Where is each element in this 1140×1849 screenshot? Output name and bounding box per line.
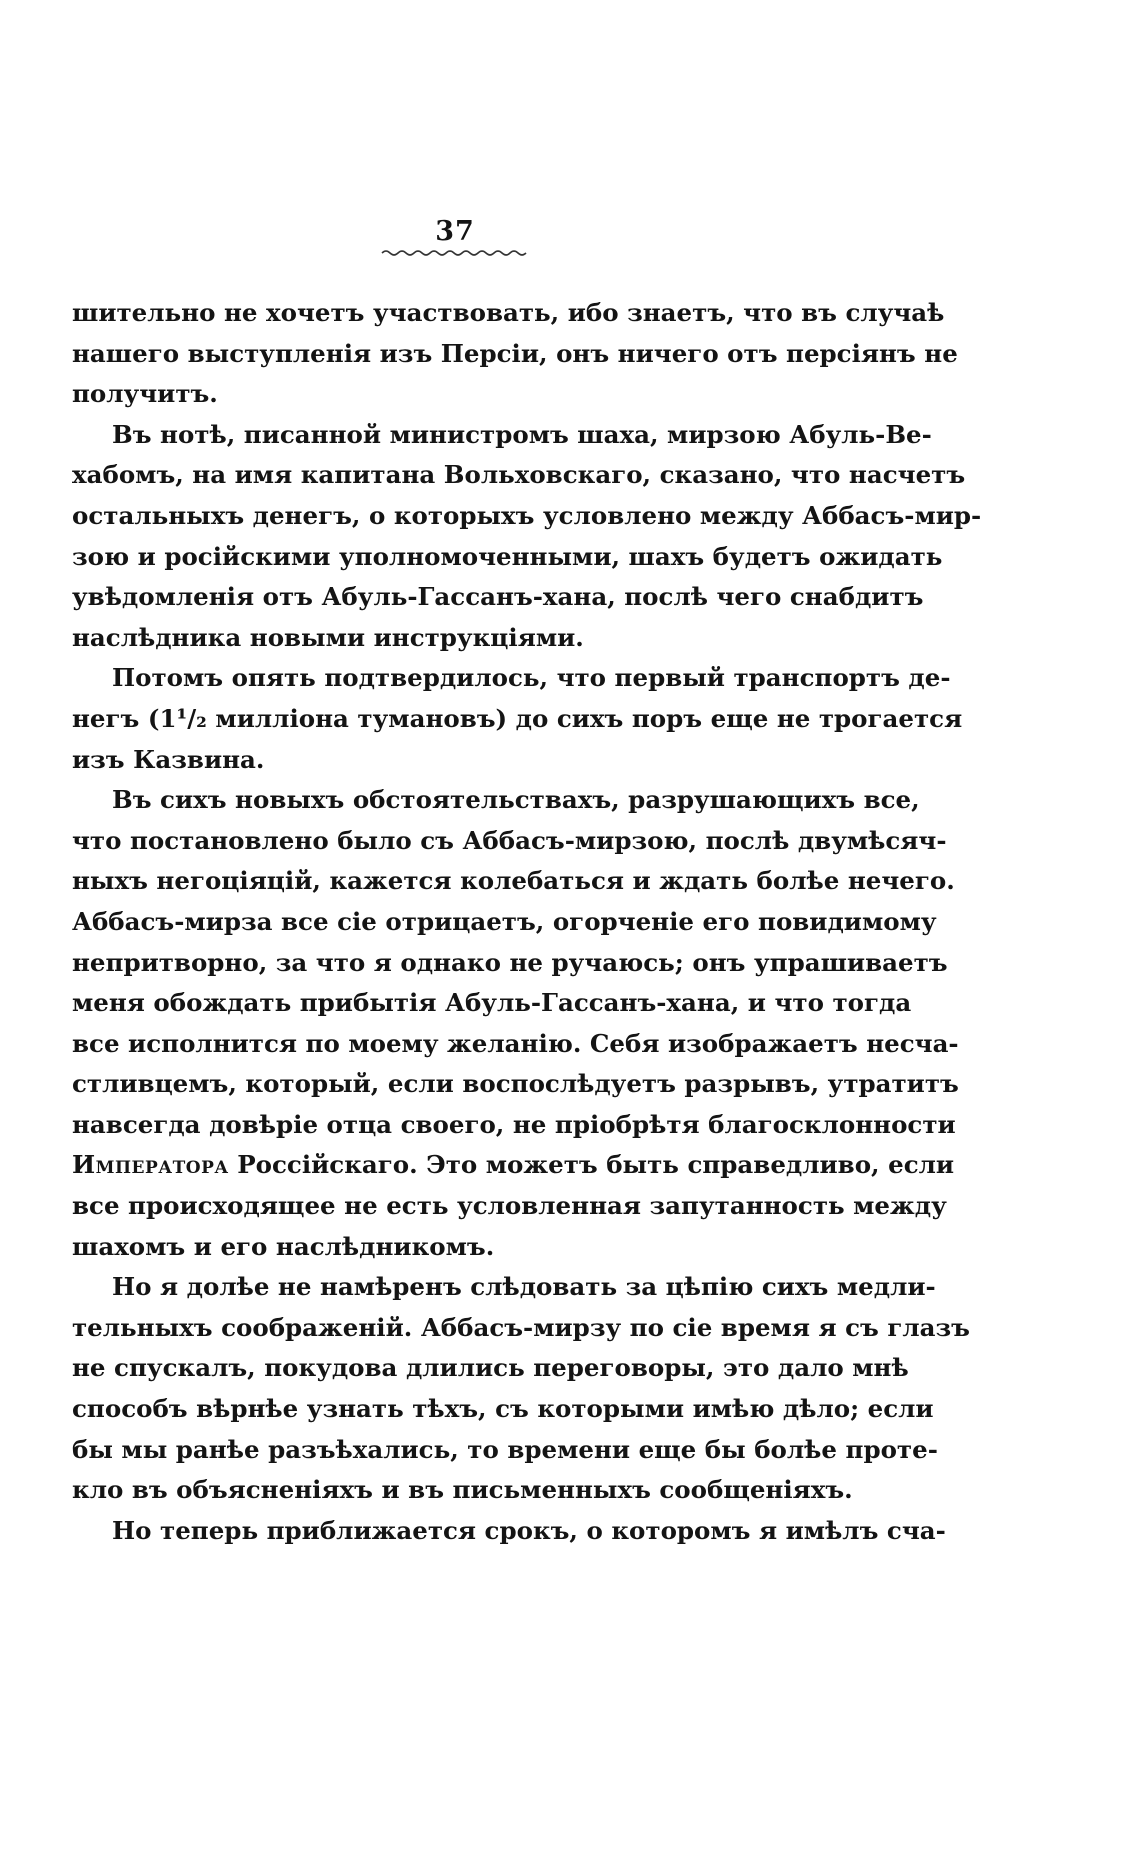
text-line: шахомъ и его наслѣдникомъ. — [72, 1231, 495, 1261]
text-line: ныхъ негоціяцій, кажется колебаться и ждать болѣе нечего. — [72, 866, 955, 896]
text-line: навсегда довѣріе отца своего, не пріобрѣтя благосклонности — [72, 1109, 956, 1139]
text-line: все происходящее не есть условленная запутанность между — [72, 1191, 947, 1221]
text-line: непритворно, за что я однако не ручаюсь; онъ упрашиваетъ — [72, 947, 948, 977]
text-line: остальныхъ денегъ, о которыхъ условлено между Аббасъ-мир- — [72, 500, 982, 530]
page-number: 37 — [435, 216, 475, 247]
text-line: Но я долѣе не намѣренъ слѣдовать за цѣпію сихъ медли- — [112, 1272, 936, 1302]
text-line: получитъ. — [72, 379, 218, 409]
text-line: меня обождать прибытія Абуль-Гассанъ-хана, и что тогда — [72, 988, 912, 1018]
smallcaps-word: Императора — [72, 1150, 229, 1180]
text-line: наслѣдника новыми инструкціями. — [72, 622, 584, 652]
text-line: увѣдомленія отъ Абуль-Гассанъ-хана, послѣ чего снабдитъ — [72, 582, 924, 612]
text-line: что постановлено было съ Аббасъ-мирзою, послѣ двумѣсяч- — [72, 825, 947, 855]
text-line: все исполнится по моему желанію. Себя изображаетъ несча- — [72, 1028, 959, 1058]
text-line: негъ (1¹/₂ милліона тумановъ) до сихъ поръ еще не трогается — [72, 703, 963, 733]
text-line: Въ нотѣ, писанной министромъ шаха, мирзою Абуль-Ве- — [112, 419, 932, 449]
text-line: Потомъ опять подтвердилось, что первый транспортъ де- — [112, 663, 951, 693]
text-line: стливцемъ, который, если воспослѣдуетъ разрывъ, утратитъ — [72, 1069, 959, 1099]
text-line: Въ сихъ новыхъ обстоятельствахъ, разрушающихъ все, — [112, 785, 920, 815]
text-line: не спускалъ, покудова длились переговоры, это дало мнѣ — [72, 1353, 909, 1383]
ornament-divider-icon — [380, 247, 530, 259]
text-line: Но теперь приближается срокъ, о которомъ я имѣлъ сча- — [112, 1515, 946, 1545]
text-line: изъ Казвина. — [72, 744, 265, 774]
body-text — [72, 293, 982, 1551]
text-line: Аббасъ-мирза все сіе отрицаетъ, огорченіе его повидимому — [72, 906, 937, 936]
text-line: кло въ объясненіяхъ и въ письменныхъ сообщеніяхъ. — [72, 1475, 853, 1505]
text-line: нашего выступленія изъ Персіи, онъ ничего отъ персіянъ не — [72, 338, 958, 368]
text-line: бы мы ранѣе разъѣхались, то времени еще бы болѣе проте- — [72, 1434, 938, 1464]
page-header — [0, 218, 910, 259]
text-line: зою и російскими уполномоченными, шахъ будетъ ожидать — [72, 541, 943, 571]
text-line: Императора Россійскаго. Это можетъ быть справедливо, если — [72, 1150, 955, 1180]
text-line: способъ вѣрнѣе узнать тѣхъ, съ которыми имѣю дѣло; если — [72, 1394, 934, 1424]
text-line: тельныхъ соображеній. Аббасъ-мирзу по сіе время я съ глазъ — [72, 1312, 970, 1342]
text-line: шительно не хочетъ участвовать, ибо знаетъ, что въ случаѣ — [72, 298, 945, 327]
text-line: хабомъ, на имя капитана Вольховскаго, сказано, что насчетъ — [72, 460, 966, 490]
